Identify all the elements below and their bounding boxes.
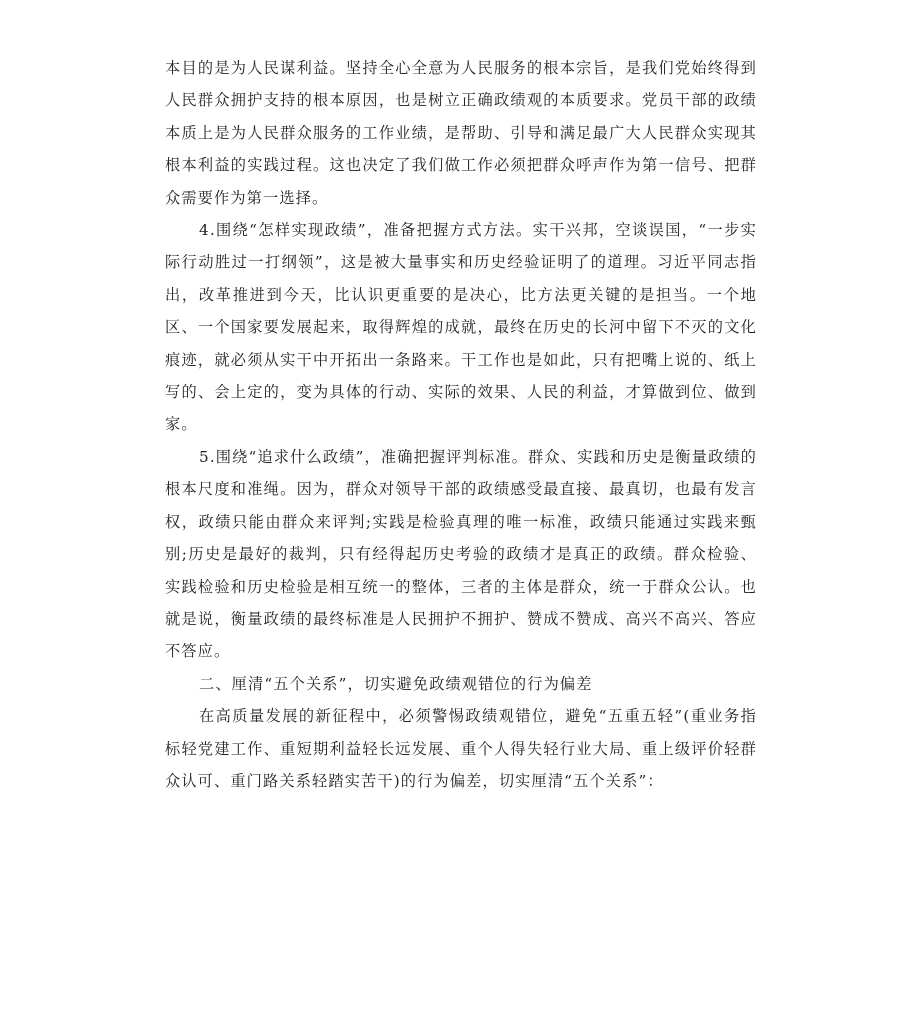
document-body — [165, 52, 757, 797]
paragraph-item-5: 5.围绕“追求什么政绩”，准确把握评判标准。群众、实践和历史是衡量政绩的根本尺度和准绳。因为，群众对领导干部的政绩感受最直接、最真切，也最有发言权，政绩只能由群众来评判;实践是检验真理的唯一标准，政绩只能通过实践来甄别;历史是最好的裁判，只有经得起历史考验的政绩才是真正的政绩。群众检验、实践检验和历史检验是相互统一的整体，三者的主体是群众，统一于群众公认。也就是说，衡量政绩的最终标准是人民拥护不拥护、赞成不赞成、高兴不高兴、答应不答应。 — [165, 447, 757, 661]
paragraph-section-intro: 在高质量发展的新征程中，必须警惕政绩观错位，避免“五重五轻”(重业务指标轻党建工作、重短期利益轻长远发展、重个人得失轻行业大局、重上级评价轻群众认可、重门路关系轻踏实苦干)的行为偏差，切实厘清“五个关系”： — [165, 707, 757, 790]
section-heading-2: 二、厘清“五个关系”，切实避免政绩观错位的行为偏差 — [199, 674, 593, 693]
paragraph-item-4: 4.围绕“怎样实现政绩”，准备把握方式方法。实干兴邦，空谈误国，“一步实际行动胜过一打纲领”，这是被大量事实和历史经验证明了的道理。习近平同志指出，改革推进到今天，比认识更重要的是决心，比方法更关键的是担当。一个地区、一个国家要发展起来，取得辉煌的成就，最终在历史的长河中留下不灭的文化痕迹，就必须从实干中开拓出一条路来。干工作也是如此，只有把嘴上说的、纸上写的、会上定的，变为具体的行动、实际的效果、人民的利益，才算做到位、做到家。 — [165, 221, 757, 434]
paragraph-continuation: 本目的是为人民谋利益。坚持全心全意为人民服务的根本宗旨，是我们党始终得到人民群众拥护支持的根本原因，也是树立正确政绩观的本质要求。党员干部的政绩本质上是为人民群众服务的工作业绩，是帮助、引导和满足最广大人民群众实现其根本利益的实践过程。这也决定了我们做工作必须把群众呼声作为第一信号、把群众需要作为第一选择。 — [165, 59, 757, 207]
